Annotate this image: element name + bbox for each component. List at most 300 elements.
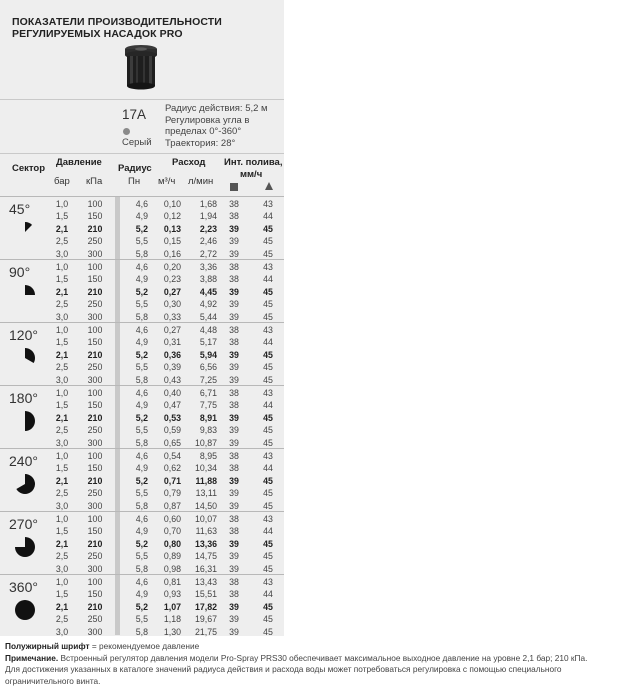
table-cell: 9,83: [199, 425, 217, 436]
table-cell: 0,13: [163, 223, 181, 234]
table-cell: 0,54: [163, 451, 181, 461]
sector-block: [0, 448, 284, 511]
sector-separator: [0, 196, 284, 197]
table-cell: 2,5: [55, 299, 69, 310]
table-cell: 5,44: [199, 311, 217, 322]
table-cell: 4,9: [135, 274, 148, 285]
sector-angle-label: 45°: [9, 201, 31, 217]
table-cell: 45: [263, 551, 273, 562]
table-cell: 150: [87, 274, 103, 285]
table-cell: 39: [229, 551, 239, 562]
table-cell: 2,5: [55, 614, 69, 625]
table-row: [0, 387, 284, 400]
table-cell: 45: [263, 538, 273, 549]
header-pressure: Давление: [56, 157, 102, 168]
table-cell: 45: [263, 223, 273, 234]
square-spacing-icon: [230, 183, 238, 191]
table-cell: 1,0: [55, 451, 69, 461]
sector-separator: [0, 385, 284, 386]
table-cell: 0,12: [163, 211, 181, 222]
table-cell: 7,25: [199, 374, 217, 385]
table-cell: 4,6: [135, 514, 148, 524]
table-cell: 38: [229, 325, 239, 335]
table-cell: 1,5: [55, 337, 69, 348]
table-cell: 39: [229, 362, 239, 373]
table-cell: 2,46: [199, 236, 217, 247]
table-cell: 4,6: [135, 388, 148, 398]
table-cell: 4,6: [135, 262, 148, 272]
table-cell: 0,15: [163, 236, 181, 247]
bold-legend-label: Полужирный шрифт: [5, 641, 90, 651]
table-cell: 100: [87, 577, 103, 587]
table-cell: 1,94: [199, 211, 217, 222]
table-cell: 45: [263, 614, 273, 625]
table-cell: 0,20: [163, 262, 181, 272]
table-cell: 5,2: [135, 412, 148, 423]
table-row: [0, 235, 284, 248]
table-cell: 5,2: [135, 538, 148, 549]
table-cell: 5,8: [135, 626, 148, 637]
note-text-3: ограничительного винта.: [5, 675, 101, 686]
table-cell: 150: [87, 589, 103, 600]
table-cell: 39: [229, 311, 239, 322]
table-cell: 39: [229, 563, 239, 574]
table-row: [0, 361, 284, 374]
table-cell: 250: [87, 299, 103, 310]
performance-panel: [0, 0, 284, 636]
table-cell: 0,33: [163, 311, 181, 322]
table-cell: 38: [229, 451, 239, 461]
bold-legend-desc: = рекомендуемое давление: [89, 641, 200, 651]
table-cell: 0,81: [163, 577, 181, 587]
table-cell: 0,71: [163, 475, 181, 486]
table-cell: 2,5: [55, 362, 69, 373]
table-cell: 38: [229, 577, 239, 587]
table-cell: 44: [263, 589, 273, 600]
table-cell: 45: [263, 248, 273, 259]
header-flow: Расход: [172, 157, 206, 168]
sector-block: [0, 259, 284, 322]
table-cell: 5,2: [135, 286, 148, 297]
table-cell: 4,9: [135, 211, 148, 222]
sector-separator: [0, 448, 284, 449]
table-cell: 100: [87, 262, 103, 272]
table-cell: 1,68: [199, 199, 217, 209]
table-cell: 45: [263, 626, 273, 637]
sector-angle-label: 90°: [9, 264, 31, 280]
table-cell: 45: [263, 286, 273, 297]
table-row: [0, 273, 284, 286]
table-row: [0, 576, 284, 589]
table-cell: 8,91: [199, 412, 217, 423]
notes: [5, 641, 635, 687]
table-cell: 150: [87, 463, 103, 474]
table-cell: 38: [229, 400, 239, 411]
table-cell: 0,70: [163, 526, 181, 537]
table-cell: 2,72: [199, 248, 217, 259]
table-cell: 38: [229, 589, 239, 600]
sector-separator: [0, 322, 284, 323]
table-cell: 4,6: [135, 451, 148, 461]
table-cell: 45: [263, 500, 273, 511]
table-cell: 0,93: [163, 589, 181, 600]
table-cell: 1,0: [55, 514, 69, 524]
table-cell: 5,17: [199, 337, 217, 348]
table-cell: 100: [87, 451, 103, 461]
table-cell: 0,98: [163, 563, 181, 574]
table-row: [0, 286, 284, 299]
sector-block: [0, 511, 284, 574]
table-cell: 300: [87, 311, 103, 322]
table-row: [0, 525, 284, 538]
table-cell: 6,56: [199, 362, 217, 373]
triangle-spacing-icon: [265, 182, 273, 190]
header-bar: бар: [54, 176, 70, 187]
header-m3h: м³/ч: [158, 176, 176, 187]
table-cell: 3,0: [55, 437, 69, 448]
table-cell: 2,5: [55, 425, 69, 436]
table-cell: 0,59: [163, 425, 181, 436]
header-lmin: л/мин: [188, 176, 214, 187]
table-cell: 39: [229, 538, 239, 549]
table-cell: 1,0: [55, 325, 69, 335]
table-row: [0, 336, 284, 349]
table-cell: 0,43: [163, 374, 181, 385]
table-cell: 10,07: [194, 514, 217, 524]
table-cell: 45: [263, 299, 273, 310]
note-label: Примечание.: [5, 652, 59, 663]
sector-angle-label: 240°: [9, 453, 38, 469]
table-cell: 4,92: [199, 299, 217, 310]
table-cell: 44: [263, 463, 273, 474]
header-intensity-unit: мм/ч: [240, 169, 263, 180]
table-cell: 4,9: [135, 400, 148, 411]
table-cell: 300: [87, 563, 103, 574]
table-cell: 45: [263, 601, 273, 612]
note-text: Встроенный регулятор давления модели Pro-Spray PRS30 обеспечивает максимальное выходное давление на уровне 2,1 бар; 210 кПа.: [58, 652, 588, 663]
table-cell: 44: [263, 211, 273, 222]
table-cell: 4,6: [135, 325, 148, 335]
table-cell: 5,8: [135, 311, 148, 322]
table-cell: 300: [87, 626, 103, 637]
table-cell: 5,5: [135, 488, 148, 499]
table-row: [0, 261, 284, 274]
table-cell: 45: [263, 488, 273, 499]
table-cell: 39: [229, 500, 239, 511]
table-cell: 0,23: [163, 274, 181, 285]
table-cell: 150: [87, 400, 103, 411]
table-cell: 2,1: [55, 538, 69, 549]
table-cell: 17,82: [194, 601, 217, 612]
table-cell: 45: [263, 475, 273, 486]
specs-block: Радиус действия: 5,2 м Регулировка угла в пределах 0°-360° Траектория: 28°: [165, 103, 268, 149]
table-cell: 38: [229, 211, 239, 222]
table-cell: 0,79: [163, 488, 181, 499]
table-cell: 1,18: [163, 614, 181, 625]
table-cell: 5,5: [135, 551, 148, 562]
header-sector: Сектор: [12, 163, 46, 174]
table-cell: 1,5: [55, 274, 69, 285]
table-cell: 4,9: [135, 526, 148, 537]
table-cell: 5,8: [135, 500, 148, 511]
table-row: [0, 349, 284, 362]
table-cell: 13,43: [194, 577, 217, 587]
table-cell: 45: [263, 311, 273, 322]
table-cell: 3,88: [199, 274, 217, 285]
table-row: [0, 324, 284, 337]
table-cell: 300: [87, 500, 103, 511]
table-cell: 38: [229, 463, 239, 474]
table-cell: 1,0: [55, 577, 69, 587]
table-cell: 1,0: [55, 199, 69, 209]
table-cell: 250: [87, 362, 103, 373]
table-cell: 2,23: [199, 223, 217, 234]
table-cell: 150: [87, 211, 103, 222]
table-cell: 150: [87, 526, 103, 537]
table-row: [0, 223, 284, 236]
table-cell: 300: [87, 437, 103, 448]
table-cell: 150: [87, 337, 103, 348]
table-cell: 1,5: [55, 526, 69, 537]
table-cell: 0,47: [163, 400, 181, 411]
table-cell: 39: [229, 236, 239, 247]
table-cell: 39: [229, 223, 239, 234]
table-cell: 2,1: [55, 601, 69, 612]
table-cell: 100: [87, 388, 103, 398]
table-cell: 250: [87, 425, 103, 436]
header-radius: Радиус: [118, 163, 152, 174]
table-cell: 210: [87, 475, 103, 486]
table-cell: 38: [229, 514, 239, 524]
table-cell: 44: [263, 526, 273, 537]
table-row: [0, 588, 284, 601]
table-cell: 16,31: [194, 563, 217, 574]
table-cell: 0,87: [163, 500, 181, 511]
table-cell: 0,62: [163, 463, 181, 474]
table-cell: 14,75: [194, 551, 217, 562]
table-row: [0, 626, 284, 639]
table-cell: 4,48: [199, 325, 217, 335]
table-cell: 210: [87, 286, 103, 297]
table-cell: 39: [229, 425, 239, 436]
table-row: [0, 298, 284, 311]
table-cell: 43: [263, 199, 273, 209]
divider: [0, 99, 284, 100]
table-cell: 5,8: [135, 563, 148, 574]
table-cell: 43: [263, 388, 273, 398]
table-cell: 5,2: [135, 223, 148, 234]
table-cell: 2,1: [55, 475, 69, 486]
model-number: 17A: [122, 107, 147, 122]
table-cell: 45: [263, 236, 273, 247]
table-cell: 45: [263, 362, 273, 373]
table-cell: 39: [229, 286, 239, 297]
table-cell: 2,1: [55, 412, 69, 423]
table-cell: 0,40: [163, 388, 181, 398]
table-cell: 5,8: [135, 374, 148, 385]
table-cell: 45: [263, 437, 273, 448]
table-cell: 1,0: [55, 262, 69, 272]
table-cell: 0,16: [163, 248, 181, 259]
table-cell: 39: [229, 488, 239, 499]
sector-separator: [0, 574, 284, 575]
table-row: [0, 412, 284, 425]
table-row: [0, 462, 284, 475]
table-cell: 5,5: [135, 614, 148, 625]
table-cell: 43: [263, 451, 273, 461]
table-cell: 4,45: [199, 286, 217, 297]
sector-block: [0, 322, 284, 385]
table-cell: 250: [87, 488, 103, 499]
table-cell: 250: [87, 551, 103, 562]
sector-angle-label: 270°: [9, 516, 38, 532]
table-cell: 38: [229, 262, 239, 272]
table-cell: 43: [263, 577, 273, 587]
table-cell: 1,5: [55, 463, 69, 474]
table-cell: 43: [263, 325, 273, 335]
table-cell: 1,5: [55, 211, 69, 222]
table-cell: 5,5: [135, 236, 148, 247]
table-cell: 2,5: [55, 236, 69, 247]
table-cell: 100: [87, 325, 103, 335]
divider: [0, 153, 284, 154]
table-cell: 39: [229, 349, 239, 360]
table-cell: 0,36: [163, 349, 181, 360]
table-cell: 4,6: [135, 199, 148, 209]
table-cell: 3,0: [55, 374, 69, 385]
table-cell: 2,1: [55, 349, 69, 360]
table-cell: 210: [87, 349, 103, 360]
table-cell: 38: [229, 388, 239, 398]
table-cell: 1,30: [163, 626, 181, 637]
table-cell: 39: [229, 248, 239, 259]
header-kpa: кПа: [86, 176, 103, 187]
sector-angle-label: 120°: [9, 327, 38, 343]
table-cell: 2,5: [55, 488, 69, 499]
table-cell: 14,50: [194, 500, 217, 511]
table-cell: 38: [229, 337, 239, 348]
table-cell: 19,67: [194, 614, 217, 625]
table-cell: 0,89: [163, 551, 181, 562]
table-cell: 0,31: [163, 337, 181, 348]
table-cell: 4,9: [135, 463, 148, 474]
table-cell: 13,11: [195, 488, 217, 499]
table-row: [0, 550, 284, 563]
table-cell: 21,75: [194, 626, 217, 637]
table-cell: 3,0: [55, 500, 69, 511]
table-row: [0, 424, 284, 437]
table-cell: 39: [229, 299, 239, 310]
sector-block: [0, 385, 284, 448]
table-cell: 1,0: [55, 388, 69, 398]
table-cell: 4,9: [135, 589, 148, 600]
table-cell: 3,0: [55, 311, 69, 322]
table-cell: 0,10: [163, 199, 181, 209]
table-row: [0, 475, 284, 488]
table-row: [0, 450, 284, 463]
sector-block: [0, 574, 284, 637]
table-cell: 0,53: [163, 412, 181, 423]
table-cell: 13,36: [194, 538, 217, 549]
sector-separator: [0, 511, 284, 512]
table-cell: 11,63: [195, 526, 217, 537]
table-cell: 7,75: [199, 400, 217, 411]
table-cell: 0,27: [163, 325, 181, 335]
table-cell: 39: [229, 626, 239, 637]
table-cell: 39: [229, 437, 239, 448]
table-cell: 39: [229, 374, 239, 385]
sector-angle-label: 360°: [9, 579, 38, 595]
color-swatch-icon: [123, 128, 130, 135]
table-cell: 45: [263, 412, 273, 423]
table-cell: 250: [87, 614, 103, 625]
table-row: [0, 399, 284, 412]
color-label: Серый: [122, 137, 152, 148]
table-cell: 5,8: [135, 248, 148, 259]
table-cell: 3,36: [199, 262, 217, 272]
table-cell: 0,27: [163, 286, 181, 297]
table-cell: 2,5: [55, 551, 69, 562]
table-cell: 100: [87, 199, 103, 209]
table-cell: 3,0: [55, 248, 69, 259]
table-cell: 45: [263, 349, 273, 360]
table-cell: 11,88: [195, 475, 217, 486]
sector-separator: [0, 259, 284, 260]
table-cell: 4,9: [135, 337, 148, 348]
table-cell: 5,94: [199, 349, 217, 360]
header-radius-unit: Пн: [128, 176, 141, 187]
table-cell: 250: [87, 236, 103, 247]
table-cell: 1,5: [55, 589, 69, 600]
table-cell: 100: [87, 514, 103, 524]
table-cell: 45: [263, 563, 273, 574]
table-row: [0, 613, 284, 626]
table-cell: 39: [229, 475, 239, 486]
table-cell: 8,95: [199, 451, 217, 461]
table-cell: 300: [87, 374, 103, 385]
table-cell: 210: [87, 412, 103, 423]
table-cell: 3,0: [55, 626, 69, 637]
table-cell: 10,87: [194, 437, 217, 448]
sector-angle-label: 180°: [9, 390, 38, 406]
table-cell: 6,71: [199, 388, 217, 398]
table-cell: 1,07: [163, 601, 181, 612]
table-cell: 44: [263, 274, 273, 285]
table-cell: 5,5: [135, 425, 148, 436]
panel-title: ПОКАЗАТЕЛИ ПРОИЗВОДИТЕЛЬНОСТИ РЕГУЛИРУЕМЫХ НАСАДОК PRO: [12, 16, 222, 40]
table-cell: 0,80: [163, 538, 181, 549]
nozzle-image: [118, 43, 164, 95]
table-cell: 5,2: [135, 349, 148, 360]
table-cell: 2,1: [55, 286, 69, 297]
sector-block: [0, 196, 284, 259]
table-cell: 45: [263, 374, 273, 385]
table-cell: 39: [229, 601, 239, 612]
table-cell: 3,0: [55, 563, 69, 574]
table-row: [0, 538, 284, 551]
table-cell: 38: [229, 199, 239, 209]
table-cell: 210: [87, 601, 103, 612]
table-cell: 0,65: [163, 437, 181, 448]
table-row: [0, 513, 284, 526]
table-row: [0, 198, 284, 211]
table-cell: 4,6: [135, 577, 148, 587]
table-cell: 1,5: [55, 400, 69, 411]
table-cell: 43: [263, 514, 273, 524]
table-cell: 300: [87, 248, 103, 259]
table-cell: 5,5: [135, 299, 148, 310]
table-cell: 44: [263, 337, 273, 348]
